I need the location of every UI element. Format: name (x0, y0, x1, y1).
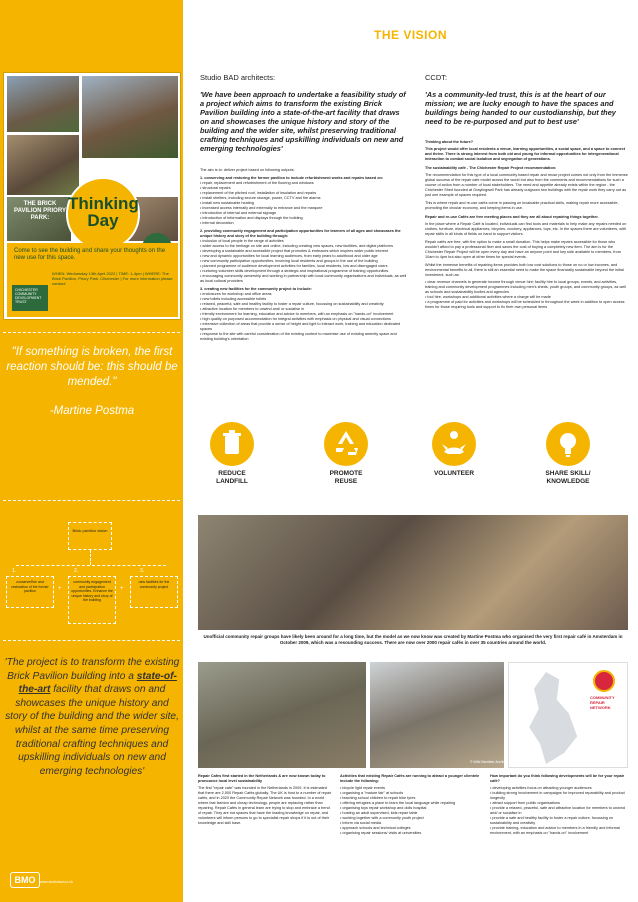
list-item: • building strong involvement in campaigns for improved reparability and product longevity (490, 791, 630, 801)
icon-label-line: SHARE SKILL/ (545, 470, 591, 477)
diagram-box-engagement: community engagement and participation opportunities. Enhance the unique history and story of the building (68, 576, 116, 624)
plus-sign: + (58, 586, 62, 592)
studio-logo: BMO (10, 872, 40, 888)
paragraph: Repair cafés are free, with the option to make a small donation. This helps make repairs accessible for those who wouldn't afford to pay a professional fixer and saves the cost of buying a completely new item. The aim is for the Chichester Repair Project will be open every day and have an anyone point and key side available to members, from 10am to 4pm but also open at other times for special events. (425, 240, 621, 259)
section-title: Activities that existing Repair Cafés are running to attract a younger clientele include the following: (340, 774, 480, 783)
event-poster (3, 72, 181, 320)
section-list (200, 292, 410, 342)
diagram-box-facilities: new facilities for the community project (130, 576, 178, 608)
icon-label-line: LANDFILL (216, 477, 248, 485)
icon-label-line: PROMOTE (329, 470, 363, 477)
trash-bin-icon (210, 422, 254, 466)
icon-label-line: REDUCE (218, 470, 246, 477)
list-item: • install shelters, including secure storage, power, CCTV and fire alarms (200, 196, 410, 201)
diagram-number: 1. (12, 568, 17, 574)
repair-trailer-photo (370, 662, 504, 768)
list-item: • nurturing volunteer skills development through a strategic and inspirational programme of training opportunities (200, 269, 410, 274)
diagram-connector (16, 565, 166, 566)
list-item: • inclusion of local people in the range of activities (200, 239, 410, 244)
diagram-number: 2. (74, 568, 79, 574)
list-item: • developing activities focus on attracting younger audiences (490, 786, 630, 791)
list-item: • organising toys repair workshop and dolls hospital (340, 806, 480, 811)
icon-label (306, 470, 386, 485)
poster-subtitle: THE BRICK PAVILION PRIORY PARK: (14, 201, 66, 221)
recycle-icon (324, 422, 368, 466)
plus-sign: + (120, 586, 124, 592)
left-column-heading: Studio BAD architects: (200, 73, 276, 82)
quote-text: 'The project is to transform the existing Brick Pavilion building into a (4, 657, 180, 682)
list-item: • working together with a community youth project (340, 816, 480, 821)
bottom-column-1 (198, 774, 333, 826)
list-item: • provide training, education and advice to members in a friendly and informal environment, with an emphasis on "hands on" involvement (490, 826, 630, 836)
bottom-column-2 (340, 774, 480, 836)
section-title: How important do you think following developments will be for your repair café? (490, 774, 625, 783)
section-title: Thinking about the future? (425, 140, 474, 144)
list-item: • repair, replacement and refurbishment of the flooring and windows (200, 181, 410, 186)
development-list (490, 786, 630, 836)
volunteer-icon (432, 422, 476, 466)
list-item: • teaching school children to repair bike tyres (340, 796, 480, 801)
list-item: • hosting an adult supervised, kids repair table (340, 811, 480, 816)
left-column-body (200, 168, 410, 342)
diagram-connector (90, 550, 91, 565)
vision-diagram (0, 510, 183, 630)
photo-credit: © Wild Barrister Archive (470, 760, 508, 764)
paragraph: In the place where a Repair Café is located, individuals can find tools and materials to help make any repairs needed on clothes, furniture, electrical appliances, bicycles, crockery, appliances, toys, etc. In the spaces there are volunteers, with repair skills in all kinds of fields on hand to support visitors. (425, 222, 627, 236)
quote-emphasis: state-of-the-art (18, 670, 177, 696)
list-item: • a programme of paid for activities and workshops will be scheduled in throughout the week in addition to open access times for those requiring tools and support to fix their own personal items (425, 300, 630, 310)
list-item: • organising repair sessions/ visits at universities (340, 831, 480, 836)
icon-label-line: VOLUNTEER (433, 470, 475, 477)
aim-text: The aim is to: deliver project based on following outputs: (200, 168, 295, 172)
list-item: • internal decoration (200, 221, 410, 226)
paragraph: The first "repair cafe" was founded in the Netherlands in 2009. It is estimated that there are 2,500 Repair Cafés globally. The UK is host to a number of repair cafés, and in 2020 the Community Repair Network was founded. In a world where fast fashion and cheap technology, people are replacing rather than repairing. Repair Cafés in general learn are trying to stop and embrace a trend of repair. They are not spaces that have the leading knowledge on repair, and volunteers will inform persons to go to specialist repair shops if it is out of their knowledge and skill base. (198, 786, 332, 825)
list-item: • new and dynamic opportunities for local learning audiences, from early years to adulthood and older age (200, 254, 410, 259)
poster-invite: Come to see the building and share your thoughts on the new use for this space. (14, 248, 166, 261)
photo-caption: Unofficial community repair groups have likely been around for a long time, but the model as we now know was created by Martine Postma who organised the very first repair café in Amsterdam in October 2009, which was a resounding success. There are now over 2000 repair cafés in over 35 countries around the world. (203, 634, 623, 645)
section-title: 3. creating new facilities for the community project to include: (200, 287, 312, 291)
list-item: • provide a safe and healthy facility to foster a repair culture, focussing on sustainability and creativity (490, 816, 630, 826)
list-item: • inform via social media (340, 821, 480, 826)
list-item: • developing a sustainable and accessible project that promotes & embraces which inspires wider public interest (200, 249, 410, 254)
repair-cafe-photo (198, 515, 628, 630)
paragraph: This project would offer local residents a venue, learning opportunities, a social space, and a space to connect and thrive. There is strong interest from both old and young for informal opportunities for intergenerational interaction to combat social isolation and segregation of generations. (425, 147, 626, 161)
icon-label-line: REUSE (334, 477, 358, 485)
values-icon-row (196, 422, 626, 484)
ccdt-quote: 'As a community-led trust, this is at the heart of our mission; we are lucky enough to have the spaces and buildings being handed to our custodianship, but they need to be re-purposed and put to best use' (425, 90, 616, 126)
list-item: • relaxed, peaceful, safe and healthy facility to foster a repair culture, focussing on sustainability and creativity (200, 302, 410, 307)
poster-details: WHEN: Wednesday 13th April 2022 | TIME: 1-4pm | WHERE: The Brick Pavilion, Priory Park, Chichester | For more information please contact: (52, 271, 173, 286)
diagram-root: Brick pavilion vision (68, 522, 112, 550)
pavilion-photo (7, 135, 79, 195)
icon-label (414, 470, 494, 478)
page-title: THE VISION (373, 28, 447, 42)
section-title: The sustainability café - The Chichester Repair Project recommendation: (425, 166, 557, 170)
repair-workshop-photo (198, 662, 366, 768)
studio-website: www.studiobad.co.uk (40, 880, 73, 884)
list-item: • replacement of the pitched roof, installation of insulation and repairs (200, 191, 410, 196)
section-list (200, 239, 410, 284)
divider (3, 640, 180, 641)
divider (3, 500, 180, 501)
list-item: • response to the site with careful consideration of the existing context to maximise use of existing amenity space and existing building's orientation (200, 332, 410, 342)
list-item: • new toilets including accessible toilets (200, 297, 410, 302)
paragraph: This is where repair and re-use cafés come in passing on invaluable practical skills, making repair more accessible, promoting the circular economy, and keeping items in use. (425, 201, 619, 210)
list-item: • install new sustainable heating (200, 201, 410, 206)
project-quote (4, 656, 180, 778)
section-list (200, 181, 410, 226)
repair-network-name: COMMUNITY REPAIR NETWORK (590, 695, 615, 710)
paragraph: The recommendation for this type of a local community based repair and reuse project comes not only from the immense global success of the repair cafe model across the world but also from the comments and recommendations for such a course of action from a number of local stakeholders. The need and appetite already exists within the region - the Chichester Shed founded at Graylingwell Park has already outgrown two buildings with the repair work they carry out as just one example of spaces required. (425, 173, 628, 197)
quote-author: -Martine Postma (49, 405, 135, 417)
right-column-body (425, 140, 630, 310)
list-item: • organising a "mature fair" at schools (340, 791, 480, 796)
divider (3, 332, 180, 333)
thinking-day-badge (66, 177, 140, 251)
icon-label (528, 470, 608, 485)
quote-text: facility that draws on and showcases the unique history and story of the building and the wider site, whilst at the same time preserving traditional crafting techniques and upskilling individuals on new and emerging technologies' (5, 684, 179, 777)
poster-title-line1: Thinking (68, 194, 139, 213)
pavilion-photo (82, 76, 178, 158)
architect-quote: 'We have been approach to undertake a feasibility study of a project which aims to transform the existing Brick Pavilion building into a state-of-the-art facility that draws on and showcases the unique history and story of the building and the wider site, whilst preserving traditional crafting techniques and upskilling individuals on new and emerging technologies' (200, 90, 406, 153)
martine-quote: "If something is broken, the first reaction should be: this should be mended." (6, 346, 178, 388)
bottom-column-3 (490, 774, 630, 836)
list-item: • bicycle light repair events (340, 786, 480, 791)
list-item: • structural repairs (200, 186, 410, 191)
list-item: • introduction of internal and external signage (200, 211, 410, 216)
list-item: • offering refugees a place to learn the local language while repairing (340, 801, 480, 806)
list-item: • introduction of information and displays through the building (200, 216, 410, 221)
section-title: 2. providing community engagement and participation opportunities for learners of all ages and showcases the unique history and story of the building through: (200, 229, 401, 238)
list-item: • increased access internally and externally to entrance and the marquee (200, 206, 410, 211)
list-item: • attractive location for members to unwind and/ or socialise in (200, 307, 410, 312)
list-item: • encouraging community ownership and working in partnership with local community organisations and individuals, as well as local cultural providers (200, 274, 410, 284)
list-item: • high quality on purposed accommodation for integral activities with emphasis on physical and visual connections (200, 317, 410, 322)
trust-badge: CHICHESTER COMMUNITY DEVELOPMENT TRUST (12, 285, 48, 311)
list-item: • extensive collection of areas that provide a sense of height and light to interact work, training and education dedicated spaces (200, 322, 410, 332)
diagram-box-conserve: conserve/fine and restoration of the former pavilion (6, 576, 54, 608)
icon-label-line: KNOWLEDGE (546, 477, 590, 485)
diagram-number: 3. (140, 568, 145, 574)
repair-network-logo (593, 670, 615, 692)
icon-label (192, 470, 272, 485)
paragraph: Whilst the immense benefits of repairing items provides both low cost solutions to those on no or low incomes, and environmental benefits to all, there is still an essential need to make the space financially sustainable beyond the initial investment, such as: (425, 263, 624, 277)
right-column-heading: CCDT: (425, 73, 448, 82)
list-item: • tool hire, workshops and additional activities where a charge will be made (425, 295, 630, 300)
section-title: 1. conserving and restoring the former pavilion to include refurbishment works and repairs based on: (200, 176, 384, 180)
list-item: • provide a relaxed, peaceful, safe and attractive location for members to unwind and/ or socialise in (490, 806, 630, 816)
list-item: • clear revenue channels to generate income through venue hire; facility hire to local groups, events, and activities, training and community development programmes including men's sheds, youth groups, and community groups, as well as schools and sustainability bodies and agencies (425, 280, 630, 295)
poster-title-line2: Day (87, 211, 119, 230)
section-title: Repair and re-use Cafés are free meeting places and they are all about repairing things together. (425, 215, 599, 219)
list-item: • enclosures for workshop and office areas (200, 292, 410, 297)
list-item: • attract support from public organisations (490, 801, 630, 806)
activity-list (340, 786, 480, 836)
list-item: • wider access to the heritage on site and online, including creating new spaces, new facilities, and digital platforms (200, 244, 410, 249)
pavilion-photo (7, 76, 79, 132)
lightbulb-icon (546, 422, 590, 466)
list-item: • planned programme of audience development activities for families, local residents, low and disengaged users (200, 264, 410, 269)
list-item: • new community participation opportunities, involving local residents and groups in the use of the building (200, 259, 410, 264)
list-item: • approach schools and technical colleges (340, 826, 480, 831)
section-title: Repair Cafes first started in the Netherlands & are now known today to pronounce local level sustainability (198, 774, 326, 783)
list-item: • friendly environment for learning, education and advice to members, with an emphasis on "hands-on" involvement (200, 312, 410, 317)
benefit-list (425, 280, 630, 310)
